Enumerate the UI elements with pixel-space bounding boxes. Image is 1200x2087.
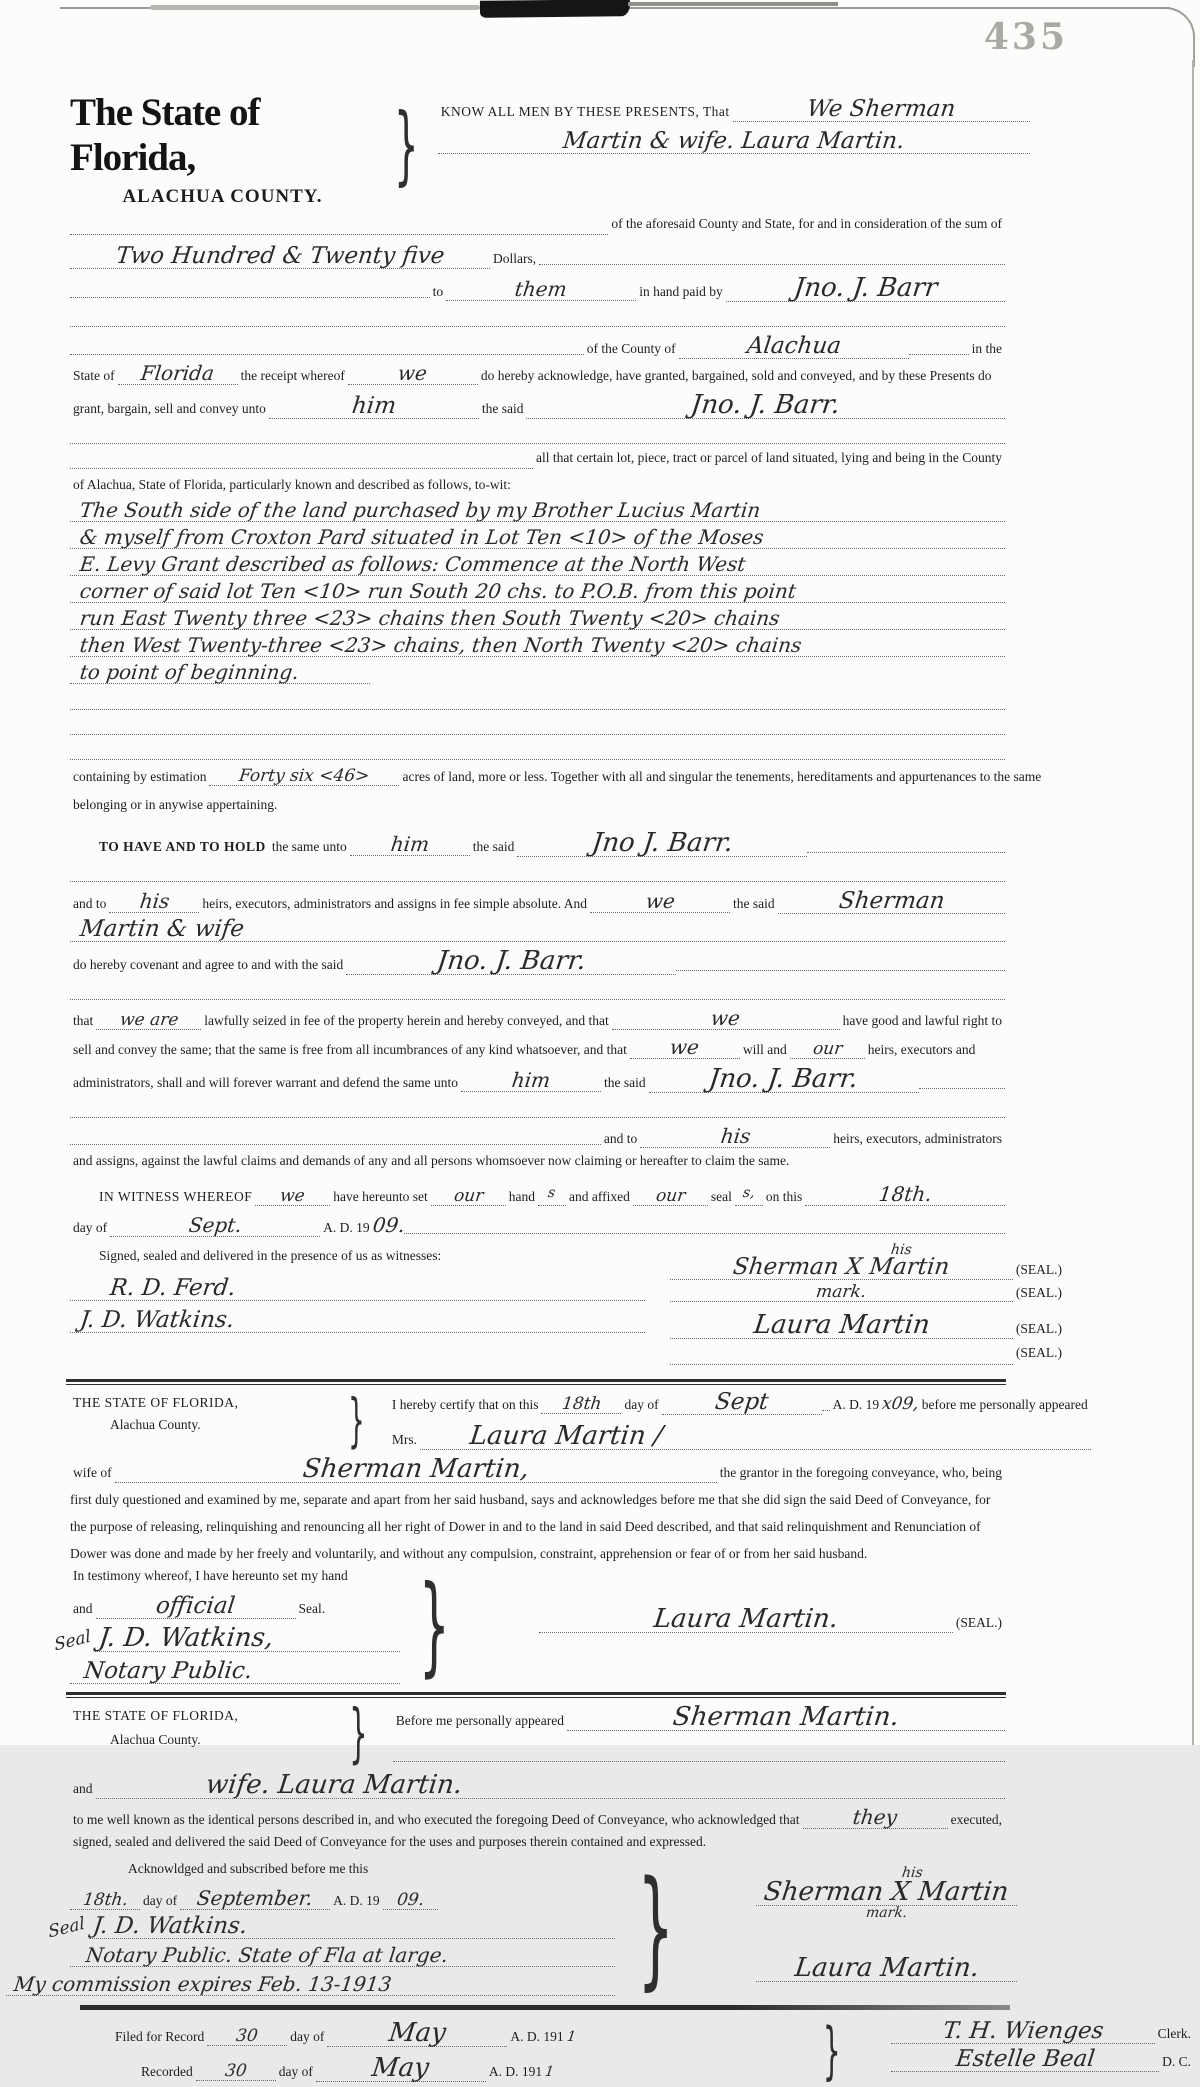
notary2-signatures	[696, 1861, 1016, 1982]
deputy-label: D. C.	[1162, 2054, 1191, 2069]
notary-signature: J. D. Watkins.	[89, 1915, 615, 1939]
description-line: run East Twenty three <23> chains then South Twenty <20> chains	[70, 608, 1005, 630]
notary1-venue	[70, 1391, 338, 1433]
county-caption: Alachua County.	[110, 1417, 201, 1432]
seals-column	[670, 1242, 1065, 1369]
county-subtitle: ALACHUA COUNTY.	[122, 186, 323, 207]
the-said-label: the said	[733, 896, 775, 911]
deputy-signature: Estelle Beal	[891, 2048, 1159, 2072]
consideration-section	[70, 216, 1005, 444]
filing-right	[851, 2020, 1194, 2072]
dotted-fill	[919, 1088, 1005, 1089]
witness2-signature: J. D. Watkins.	[70, 1309, 645, 1333]
we-entry: we	[255, 1188, 330, 1206]
filed-year-entry: 1	[565, 2029, 577, 2045]
blank-dotted-line	[70, 419, 1005, 444]
acknowledge-text: do hereby acknowledge, have granted, bargained, sold and conveyed, and by these Presents do	[480, 368, 992, 383]
covenant-grantee-entry: Jno. J. Barr.	[346, 948, 676, 975]
notary1-seal-area	[469, 1568, 1005, 1633]
in-hand-label: in hand paid by	[639, 284, 723, 299]
day-of-label: day of	[624, 1397, 659, 1412]
ad-label: A. D. 191	[510, 2029, 564, 2044]
executed-label: executed,	[950, 1812, 1002, 1827]
him-entry: him	[461, 1070, 601, 1092]
notary-signature: J. D. Watkins,	[95, 1625, 400, 1652]
day-entry: 18th.	[70, 1892, 140, 1910]
year-entry: x09,	[880, 1394, 921, 1414]
signature-block	[70, 1242, 1065, 1369]
grantors-entry-2: Martin & wife. Laura Martin.	[438, 130, 1030, 154]
clerk-label: Clerk.	[1157, 2026, 1191, 2041]
month-entry: Sept	[662, 1391, 822, 1415]
description-line: E. Levy Grant described as follows: Commence at the North West	[70, 554, 1005, 576]
description-line: to point of beginning.	[70, 662, 370, 684]
habendum-section	[70, 830, 1005, 882]
blank-dotted-line	[70, 685, 1005, 710]
grantor-text: the grantor in the foregoing conveyance, who, being	[719, 1465, 1002, 1480]
receipt-label: the receipt whereof	[240, 368, 345, 383]
and-to-label: and to	[73, 896, 107, 911]
attestation-brace: }	[637, 1854, 675, 2004]
county-entry: Alachua	[679, 335, 909, 359]
dotted-fill	[70, 297, 430, 298]
grantors-entry-1: We Sherman	[733, 98, 1030, 122]
grantor2-entry: Martin & wife	[70, 918, 1005, 942]
they-entry: they	[803, 1807, 948, 1829]
his-mark-note: his	[901, 1865, 924, 1881]
day-of-label: day of	[73, 1220, 108, 1235]
habendum-unto-entry: him	[350, 834, 470, 856]
dower-paragraph-1: first duly questioned and examined by me, separate and apart from her said husband, says and acknowledges before me that she did sign the said Deed of Conveyance, for	[70, 1492, 991, 1507]
agree-label: do hereby covenant and agree to and with the said	[73, 957, 344, 972]
mark-note: mark.	[670, 1284, 1013, 1302]
dotted-fill	[676, 970, 1005, 971]
belonging-text: belonging or in anywise appertaining.	[73, 797, 278, 812]
recorded-day-entry: 30	[196, 2063, 276, 2081]
seized-text: lawfully seized in fee of the property herein and hereby conveyed, and that	[204, 1013, 609, 1028]
presence-label: Signed, sealed and delivered in the presence of us as witnesses:	[99, 1248, 442, 1263]
description-line: & myself from Croxton Pard situated in Lot Ten <10> of the Moses	[70, 527, 1005, 549]
ack-text: Acknowldged and subscribed before me this	[128, 1861, 369, 1876]
heirs2-text: heirs, executors, administrators	[833, 1131, 1002, 1146]
our-entry: our	[633, 1188, 708, 1206]
we-entry: we	[612, 1008, 840, 1030]
day-of-label: day of	[278, 2064, 313, 2079]
section-divider	[66, 1379, 1006, 1385]
footer-divider	[80, 2005, 1010, 2010]
blank-dotted-line	[70, 975, 1005, 1000]
sell-text: sell and convey the same; that the same is free from all incumbrances of any kind whatsoever, and that	[73, 1042, 627, 1057]
day-of-label: day of	[143, 1893, 178, 1908]
description-line: corner of said lot Ten <10> run South 20 chs. to P.O.B. from this point	[70, 581, 1005, 603]
dotted-fill	[404, 1233, 1005, 1234]
filed-label: Filed for Record	[115, 2029, 205, 2044]
dotted-fill	[70, 354, 584, 355]
blank-dotted-line	[70, 302, 1005, 327]
county-caption: Alachua County.	[110, 1732, 201, 1747]
notary2-body-top	[379, 1704, 1005, 1766]
ad-label: A. D. 191	[488, 2064, 543, 2079]
notary2-venue	[70, 1704, 338, 1748]
we-entry: we	[590, 891, 730, 913]
containing-label: containing by estimation	[73, 769, 207, 784]
property-section	[70, 450, 1042, 820]
warranty-grantee-entry: Jno. J. Barr.	[649, 1066, 919, 1093]
seal-label: (SEAL.)	[1015, 1262, 1062, 1277]
blank-dotted-line	[70, 735, 1005, 760]
unto-entry: him	[269, 395, 479, 419]
hand-s-entry: s	[538, 1189, 566, 1206]
header-left	[70, 84, 375, 208]
ad-label: A. D. 19	[323, 1220, 370, 1235]
we-entry: we	[630, 1037, 740, 1059]
hand-label: hand	[508, 1189, 535, 1204]
ad-label: A. D. 19	[832, 1397, 880, 1412]
seal-label: (SEAL.)	[1015, 1321, 1062, 1336]
whereof-entry: we	[348, 363, 478, 385]
section-divider	[66, 1692, 1006, 1698]
dotted-fill	[807, 852, 1005, 853]
recorded-year-entry: 1	[544, 2064, 556, 2080]
and-label: and	[73, 1781, 93, 1796]
covenant-section	[70, 890, 1005, 1000]
recorded-month-entry: May	[316, 2055, 486, 2082]
that-label: that	[73, 1013, 94, 1028]
in-the-label: in the	[971, 341, 1002, 356]
amount-entry: Two Hundred & Twenty five	[70, 245, 490, 269]
notary2-attestation	[12, 1861, 615, 1997]
recorded-label: Recorded	[141, 2064, 193, 2079]
clerk-signature: T. H. Wienges	[891, 2020, 1154, 2044]
notary-ack-section	[12, 1697, 1011, 2004]
to-label: to	[432, 284, 444, 299]
payer-entry: Jno. J. Barr	[726, 275, 1005, 302]
seal-annotation: Seal	[47, 1913, 86, 1943]
day-entry: 18th	[541, 1396, 621, 1414]
property-intro-2: of Alachua, State of Florida, particularly known and described as follows, to-wit:	[73, 477, 511, 492]
his-mark-note: his	[890, 1242, 913, 1258]
dotted-fill	[670, 1364, 1013, 1365]
witnesses-column	[70, 1248, 670, 1369]
wife-of-label: wife of	[73, 1465, 112, 1480]
seal-word-label: seal	[710, 1189, 732, 1204]
seal-annotation: Seal	[53, 1626, 92, 1656]
state-of-label: State of	[73, 368, 115, 383]
filing-section	[112, 2014, 1194, 2087]
habendum-grantee-entry: Jno J. Barr.	[517, 830, 807, 857]
commission-note: My commission expires Feb. 13-1913	[6, 1974, 615, 1996]
witness-section	[70, 1184, 1005, 1238]
grantor1-signature: Sherman X Martin	[670, 1256, 1013, 1280]
heirs-text: heirs, executors and	[867, 1042, 976, 1057]
dotted-fill	[70, 1144, 601, 1145]
seal-label: (SEAL.)	[1015, 1285, 1062, 1300]
ack-signature-2: Laura Martin.	[756, 1955, 1016, 1982]
dollars-label: Dollars,	[493, 251, 537, 266]
month-entry: September.	[180, 1888, 330, 1910]
certify-label: I hereby certify that on this	[391, 1397, 539, 1412]
dower-paragraph-3: Dower was done and made by her freely and voluntarily, and without any compulsion, constraint, apprehension or fear of or from her said husband.	[70, 1546, 868, 1561]
presents-clause: KNOW ALL MEN BY THESE PRESENTS, That	[440, 104, 730, 119]
blank-dotted-line	[70, 710, 1005, 735]
dower-signature: Laura Martin.	[539, 1606, 953, 1633]
blank-dotted-line	[70, 1093, 1005, 1118]
the-said-label: the said	[604, 1075, 646, 1090]
in-witness-label: IN WITNESS WHEREOF	[99, 1189, 253, 1204]
page-number: 435	[983, 16, 1068, 58]
header-right	[438, 84, 1030, 154]
seal-label: (SEAL.)	[1015, 1345, 1062, 1360]
notary-dower-section	[53, 1386, 1088, 1689]
grantor1-entry: Sherman	[778, 890, 1005, 914]
and-to-label: and to	[603, 1131, 638, 1146]
month-entry: Sept.	[110, 1215, 320, 1237]
ack-signature-1: Sherman X Martin	[756, 1879, 1016, 1906]
known2-text: signed, sealed and delivered the said Deed of Conveyance for the uses and purposes therein contained and expressed.	[73, 1834, 707, 1849]
before-label: Before me personally appeared	[395, 1713, 565, 1728]
venue-brace: }	[349, 1697, 368, 1772]
header	[70, 84, 1030, 208]
we-are-entry: we are	[96, 1012, 201, 1030]
year-entry: 09.	[383, 1892, 438, 1910]
blank-dotted-line	[70, 857, 1005, 882]
convey-label: grant, bargain, sell and convey unto	[73, 401, 266, 416]
dotted-fill	[70, 468, 533, 469]
warranty-section	[70, 1008, 1005, 1176]
of-county-label: of the County of	[586, 341, 676, 356]
and-label: and	[73, 1601, 93, 1616]
warrant-text: administrators, shall and will forever warrant and defend the same unto	[73, 1075, 459, 1090]
same-unto-label: the same unto	[271, 839, 347, 854]
dotted-fill	[70, 234, 608, 235]
description-line: then West Twenty-three <23> chains, then North Twenty <20> chains	[70, 635, 1005, 657]
appearer2-entry: wife. Laura Martin.	[96, 1772, 1006, 1799]
will-and-label: will and	[742, 1042, 787, 1057]
state-caption: THE STATE OF FLORIDA,	[73, 1395, 239, 1410]
payee-entry: them	[446, 279, 636, 301]
grantee-entry: Jno. J. Barr.	[526, 392, 1005, 419]
affixed-label: and affixed	[568, 1189, 630, 1204]
seal-s-entry: s,	[735, 1189, 763, 1206]
acres-text: acres of land, more or less. Together with all and singular the tenements, hereditaments and appurtenances to the same	[402, 769, 1042, 784]
day-entry: 18th.	[805, 1184, 1005, 1206]
filed-month-entry: May	[327, 2020, 507, 2047]
good-right-text: have good and lawful right to	[842, 1013, 1002, 1028]
header-brace: }	[394, 95, 419, 196]
to-have-label: TO HAVE AND TO HOLD	[99, 839, 266, 854]
official-entry: official	[96, 1595, 296, 1619]
notary-title: Notary Public.	[70, 1660, 400, 1684]
witness1-signature: R. D. Ferd.	[70, 1277, 645, 1301]
known-text: to me well known as the identical persons described in, and who executed the foregoing Deed of Conveyance, who acknowledged that	[73, 1812, 800, 1827]
notary1-attestation	[53, 1568, 400, 1684]
venue-brace: }	[348, 1386, 365, 1455]
heirs-text: heirs, executors, administrators and assigns in fee simple absolute. And	[202, 896, 588, 911]
description-line: The South side of the land purchased by my Brother Lucius Martin	[70, 500, 1005, 522]
seal-caption: Seal.	[298, 1601, 326, 1616]
appeared-label: before me personally appeared	[921, 1397, 1088, 1412]
attestation-brace: }	[418, 1563, 450, 1689]
on-this-label: on this	[765, 1189, 803, 1204]
filing-left	[112, 2020, 812, 2082]
deed-title: The State of Florida,	[70, 91, 260, 179]
notary1-body-top	[375, 1391, 1091, 1450]
day-of-label: day of	[290, 2029, 325, 2044]
dotted-fill	[909, 354, 969, 355]
property-intro-1: all that certain lot, piece, tract or parcel of land situated, lying and being in the County	[536, 450, 1002, 465]
our-entry: our	[431, 1188, 506, 1206]
husband-name-entry: Sherman Martin,	[115, 1456, 717, 1483]
his-entry: his	[109, 891, 199, 913]
mrs-label: Mrs.	[391, 1432, 418, 1447]
dotted-fill	[393, 1761, 1005, 1762]
claims-text: and assigns, against the lawful claims and demands of any and all persons whomsoever now claiming or hereafter to claim the same.	[73, 1153, 790, 1168]
seal-label: (SEAL.)	[955, 1615, 1002, 1630]
dower-paragraph-2: the purpose of releasing, relinquishing and renouncing all her right of Dower in and to the land in said Deed described, and that said relinquishment and Renunciation of	[70, 1519, 981, 1534]
the-said-label: the said	[472, 839, 515, 854]
land-description	[70, 500, 1005, 685]
the-said-label: the said	[481, 401, 524, 416]
notary-title: Notary Public. State of Fla at large.	[70, 1945, 615, 1967]
year-entry: 09.	[371, 1213, 406, 1237]
appearer1-entry: Sherman Martin.	[567, 1704, 1005, 1731]
testimony-text: In testimony whereof, I have hereunto set my hand	[73, 1568, 348, 1583]
set-label: have hereunto set	[333, 1189, 428, 1204]
ad-label: A. D. 19	[333, 1893, 380, 1908]
dotted-fill	[539, 264, 1005, 265]
our-entry: our	[790, 1041, 865, 1059]
state-caption: THE STATE OF FLORIDA,	[73, 1708, 239, 1723]
filed-day-entry: 30	[207, 2028, 287, 2046]
mark-note: mark.	[865, 1905, 909, 1921]
aforesaid-text: of the aforesaid County and State, for and in consideration of the sum of	[611, 216, 1002, 231]
acreage-entry: Forty six <46>	[209, 768, 399, 786]
his-entry: his	[640, 1126, 830, 1148]
state-entry: Florida	[118, 363, 238, 385]
wife-name-entry: Laura Martin /	[420, 1423, 1091, 1450]
dotted-fill	[822, 1410, 830, 1411]
filing-brace: }	[822, 2014, 841, 2087]
grantor2-signature: Laura Martin	[670, 1312, 1013, 1339]
